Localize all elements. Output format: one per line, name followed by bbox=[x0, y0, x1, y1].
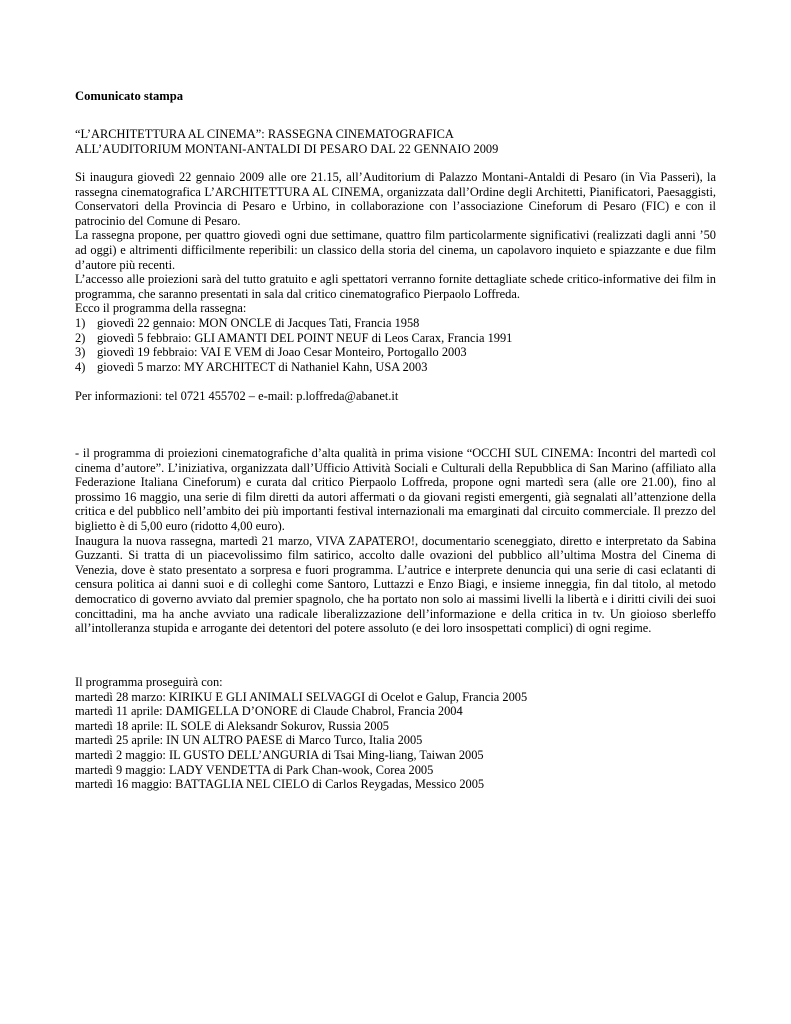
list-item-text: giovedì 5 febbraio: GLI AMANTI DEL POINT NEUF di Leos Carax, Francia 1991 bbox=[97, 330, 513, 345]
intro-section bbox=[75, 170, 716, 374]
film-list bbox=[75, 316, 716, 374]
press-release-title bbox=[75, 127, 716, 156]
intro-paragraph: Si inaugura giovedì 22 gennaio 2009 alle ore 21.15, all’Auditorium di Palazzo Montani-Antaldi di Pesaro (in Via Passeri), la rassegna cinematografica L’ARCHITETTURA AL CINEMA, organizzata dall’Ordine degli Architetti, Pianificatori, Paesaggisti, Conservatori della Provincia di Pesaro e Urbino, in collaborazione con l’associazione Cineforum di Pesaro (FIC) e con il patrocinio del Comune di Pesaro. bbox=[75, 170, 716, 228]
list-item: martedì 28 marzo: KIRIKU E GLI ANIMALI SELVAGGI di Ocelot e Galup, Francia 2005 bbox=[75, 689, 528, 704]
body-paragraph: Inaugura la nuova rassegna, martedì 21 marzo, VIVA ZAPATERO!, documentario sceneggiato, diretto e interpretato da Sabina Guzzanti. Si tratta di un piacevolissimo film satirico, accolto dalle ovazioni del pubblico all’ultima Mostra del Cinema di Venezia, dove è stato presentato a sorpresa e fuori programma. L’autrice e interprete denuncia qui una serie di casi eclatanti di censura politica ai danni suoi e di colleghi come Santoro, Luttazzi e Enzo Biagi, e insieme inneggia, fin dal titolo, al metodo democratico di governo avviato dal premier spagnolo, che ha portato non solo ai massimi livelli la libertà e i diritti civili dei suoi concittadini, ma ha anche avviato una radicale liberalizzazione dell’informazione e della critica in tv. Un gioioso sberleffo all’intolleranza stupida e arrogante dei detentori del potere assoluto (e dei loro insospettati complici) di ogni regime. bbox=[75, 533, 716, 636]
list-item-number: 4) bbox=[75, 359, 86, 374]
list-item-text: giovedì 19 febbraio: VAI E VEM di Joao Cesar Monteiro, Portogallo 2003 bbox=[97, 345, 467, 360]
press-release-heading: Comunicato stampa bbox=[75, 89, 184, 103]
list-item-number: 3) bbox=[75, 345, 86, 360]
title-line: ALL’AUDITORIUM MONTANI-ANTALDI DI PESARO DAL 22 GENNAIO 2009 bbox=[75, 141, 499, 156]
list-item-text: giovedì 5 marzo: MY ARCHITECT di Nathaniel Kahn, USA 2003 bbox=[97, 359, 428, 374]
list-item bbox=[75, 345, 716, 360]
list-item: martedì 18 aprile: IL SOLE di Aleksandr Sokurov, Russia 2005 bbox=[75, 718, 389, 733]
list-item: martedì 9 maggio: LADY VENDETTA di Park Chan-wook, Corea 2005 bbox=[75, 762, 434, 777]
intro-paragraph: L’accesso alle proiezioni sarà del tutto gratuito e agli spettatori verranno fornite dettagliate schede critico-informative dei film in programma, che saranno presentati in sala dal critico cinematografico Pierpaolo Loffreda. bbox=[75, 272, 716, 301]
second-section bbox=[75, 446, 716, 636]
intro-paragraph: La rassegna propone, per quattro giovedì ogni due settimane, quattro film particolarmente significativi (realizzati dagli anni ’50 ad oggi) e altrimenti difficilmente reperibili: un classico della storia del cinema, un capolavoro inquieto e spiazzante e due film d’autore più recenti. bbox=[75, 228, 716, 272]
list-item-number: 1) bbox=[75, 315, 86, 330]
body-paragraph: - il programma di proiezioni cinematografiche d’alta qualità in prima visione “OCCHI SUL CINEMA: Incontri del martedì col cinema d’autore”. L’iniziativa, organizzata dall’Ufficio Attività Sociali e Culturali della Repubblica di San Marino (affiliato alla Federazione Italiana Cineforum) e curata dal critico Pierpaolo Loffreda, propone ogni martedì sera (alle ore 21.00), fino al prossimo 16 maggio, una serie di film diretti da autori affermati o da giovani registi emergenti, già segnalati all’attenzione della critica e del pubblico nell’ambito dei più importanti festival internazionali ma emarginati dal circuito commerciale. Il prezzo del biglietto è di 5,00 euro (ridotto 4,00 euro). bbox=[75, 446, 716, 533]
list-item: martedì 2 maggio: IL GUSTO DELL’ANGURIA di Tsai Ming-liang, Taiwan 2005 bbox=[75, 747, 484, 762]
contact-info: Per informazioni: tel 0721 455702 – e-mail: p.loffreda@abanet.it bbox=[75, 389, 399, 403]
title-line: “L’ARCHITETTURA AL CINEMA”: RASSEGNA CINEMATOGRAFICA bbox=[75, 127, 454, 141]
list-item-text: giovedì 22 gennaio: MON ONCLE di Jacques Tati, Francia 1958 bbox=[97, 315, 420, 330]
list-item bbox=[75, 331, 716, 346]
list-item bbox=[75, 316, 716, 331]
list-item-number: 2) bbox=[75, 330, 86, 345]
list-item bbox=[75, 360, 716, 375]
list-item: martedì 16 maggio: BATTAGLIA NEL CIELO di Carlos Reygadas, Messico 2005 bbox=[75, 777, 485, 792]
list-item: martedì 25 aprile: IN UN ALTRO PAESE di Marco Turco, Italia 2005 bbox=[75, 733, 423, 748]
programme-list bbox=[75, 675, 527, 792]
programme-intro: Il programma proseguirà con: bbox=[75, 675, 223, 689]
list-item: martedì 11 aprile: DAMIGELLA D’ONORE di Claude Chabrol, Francia 2004 bbox=[75, 704, 463, 719]
intro-paragraph: Ecco il programma della rassegna: bbox=[75, 301, 247, 316]
